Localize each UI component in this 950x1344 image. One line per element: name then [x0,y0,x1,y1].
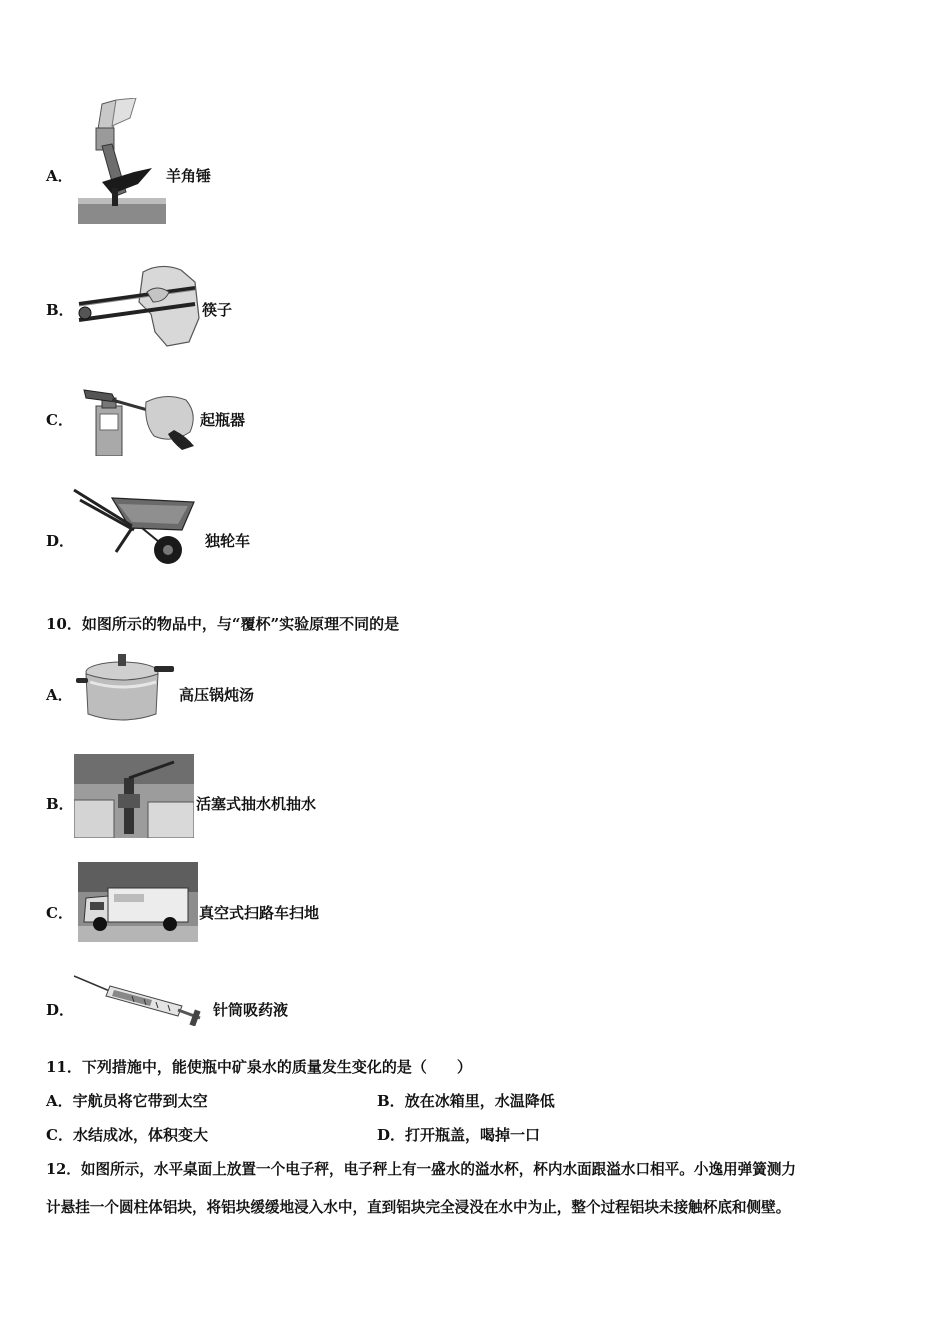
option-text: 真空式扫路车扫地 [199,904,320,922]
option-text: 宇航员将它带到太空 [72,1092,208,1110]
question-11-stem: 11．下列措施中，能使瓶中矿泉水的质量发生变化的是（ ） [46,1058,472,1076]
option-text: 高压锅炖汤 [179,686,255,704]
option-letter: A． [46,686,73,704]
option-text: 起瓶器 [200,411,246,429]
option-text: 水结成冰，体积变大 [72,1126,208,1144]
vacuum-sweeper-truck-image [78,862,198,942]
q11-option-c [46,1124,208,1145]
option-text: 打开瓶盖，喝掉一口 [405,1126,541,1144]
claw-hammer-image [72,98,168,226]
option-text: 筷子 [202,301,233,319]
option-text: 放在冰箱里，水温降低 [404,1092,555,1110]
chopsticks-image [77,262,201,348]
option-letter: A． [46,1092,73,1110]
question-12-line-1: 12．如图所示，水平桌面上放置一个电子秤，电子秤上有一盛水的溢水杯，杯内水面跟溢水口相平。小逸用弹簧测力 [46,1161,797,1178]
option-text: 活塞式抽水机抽水 [196,795,317,813]
option-letter: D． [377,1126,406,1144]
bottle-opener-image [82,384,198,456]
piston-pump-image [74,754,194,838]
option-letter: B． [46,795,74,813]
option-letter: D． [46,532,75,550]
option-text: 独轮车 [205,532,251,550]
option-letter: C． [46,1126,73,1144]
q11-option-b [377,1090,555,1111]
option-letter: B． [46,301,74,319]
option-text: 针筒吸药液 [213,1001,289,1019]
question-10-stem: 10．如图所示的物品中，与“覆杯”实验原理不同的是 [46,615,400,633]
option-letter: C． [46,904,73,922]
option-letter: B． [377,1092,405,1110]
syringe-image [72,972,210,1026]
option-letter: A． [46,167,73,185]
q11-option-d [377,1124,540,1145]
option-letter: C． [46,411,73,429]
question-12-line-2: 计悬挂一个圆柱体铝块，将铝块缓缓地浸入水中，直到铝块完全浸没在水中为止，整个过程铝块未接触杯底和侧壁。 [46,1199,791,1216]
pressure-cooker-image [76,652,174,724]
option-letter: D． [46,1001,75,1019]
q11-option-a [46,1090,208,1111]
option-text: 羊角锤 [166,167,212,185]
wheelbarrow-image [72,486,200,566]
